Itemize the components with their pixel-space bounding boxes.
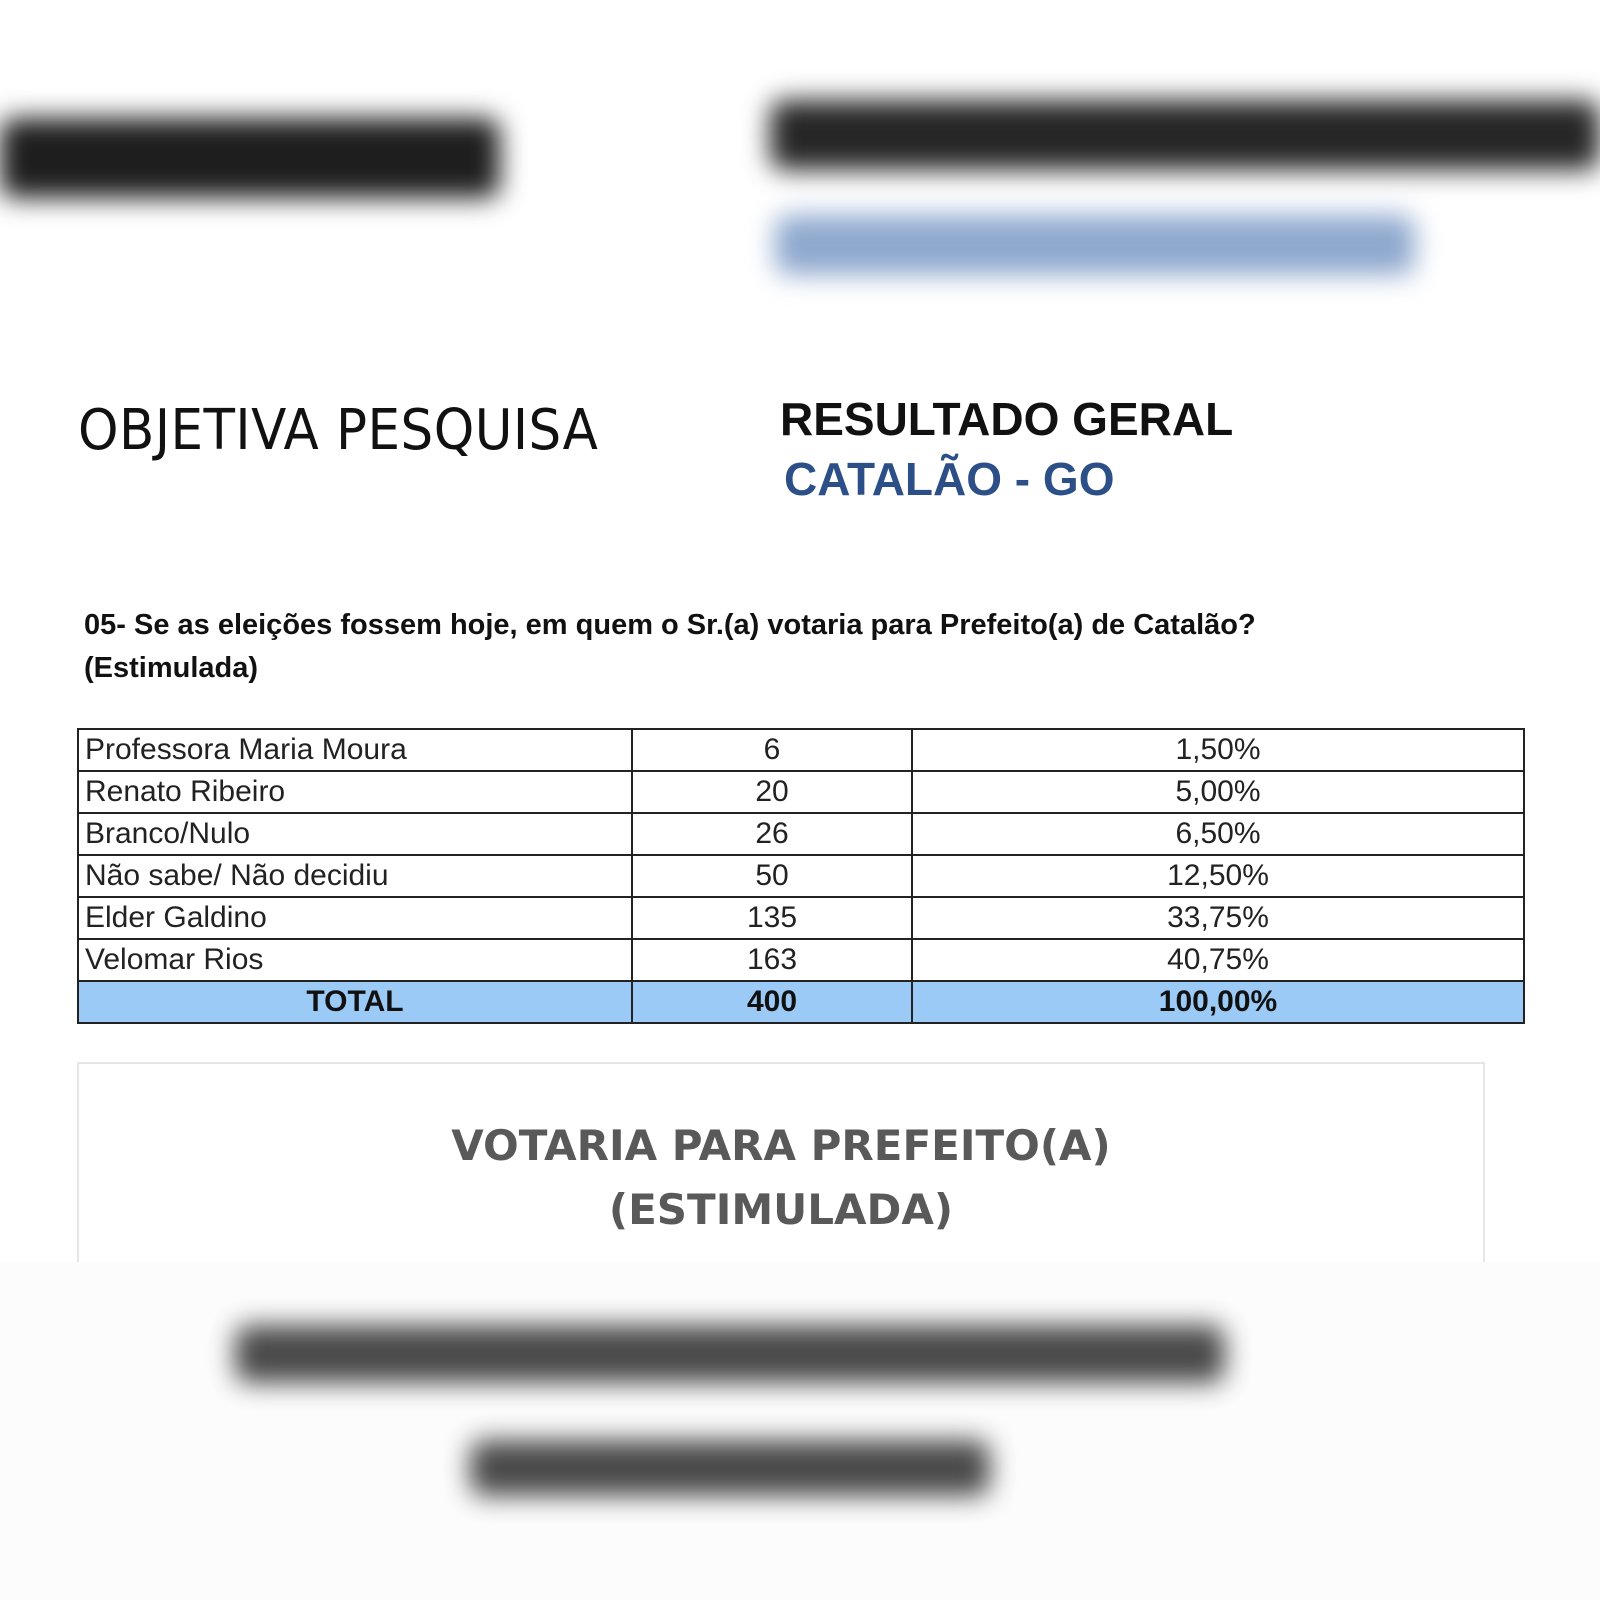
question-line-1: 05- Se as eleições fossem hoje, em quem o Sr.(a) votaria para Prefeito(a) de Catalão? <box>84 609 1256 641</box>
table-row <box>78 855 1524 897</box>
result-city: CATALÃO - GO <box>784 453 1115 505</box>
table-row <box>78 897 1524 939</box>
question-text <box>84 604 1524 690</box>
total-percentage: 100,00% <box>912 981 1524 1023</box>
blurred-logo-top-left <box>0 118 500 198</box>
vote-count: 163 <box>632 939 912 981</box>
total-label: TOTAL <box>78 981 632 1023</box>
vote-count: 50 <box>632 855 912 897</box>
chart-title-line-2: (ESTIMULADA) <box>608 1185 954 1234</box>
table-row <box>78 729 1524 771</box>
chart-container <box>77 1062 1485 1264</box>
candidate-name: Professora Maria Moura <box>78 729 632 771</box>
table-row <box>78 813 1524 855</box>
candidate-name: Velomar Rios <box>78 939 632 981</box>
vote-percentage: 12,50% <box>912 855 1524 897</box>
vote-percentage: 1,50% <box>912 729 1524 771</box>
results-table <box>77 728 1525 1024</box>
vote-percentage: 6,50% <box>912 813 1524 855</box>
brand-name: OBJETIVA PESQUISA <box>78 398 599 463</box>
blurred-header-text-top-right <box>770 100 1600 170</box>
vote-percentage: 33,75% <box>912 897 1524 939</box>
blurred-header-subtext-top-right <box>775 215 1415 275</box>
question-line-2: (Estimulada) <box>84 652 259 684</box>
result-title: RESULTADO GERAL <box>780 393 1234 445</box>
blurred-bottom-region <box>0 1262 1600 1600</box>
total-row <box>78 981 1524 1023</box>
table-row <box>78 939 1524 981</box>
table-row <box>78 771 1524 813</box>
vote-percentage: 5,00% <box>912 771 1524 813</box>
vote-count: 20 <box>632 771 912 813</box>
vote-count: 26 <box>632 813 912 855</box>
vote-count: 6 <box>632 729 912 771</box>
blurred-footer-text-1 <box>235 1325 1225 1383</box>
candidate-name: Elder Galdino <box>78 897 632 939</box>
blurred-footer-text-2 <box>470 1440 990 1496</box>
candidate-name: Branco/Nulo <box>78 813 632 855</box>
vote-percentage: 40,75% <box>912 939 1524 981</box>
total-votes: 400 <box>632 981 912 1023</box>
vote-count: 135 <box>632 897 912 939</box>
chart-title <box>79 1114 1483 1242</box>
chart-title-line-1: VOTARIA PARA PREFEITO(A) <box>451 1121 1111 1170</box>
candidate-name: Renato Ribeiro <box>78 771 632 813</box>
candidate-name: Não sabe/ Não decidiu <box>78 855 632 897</box>
